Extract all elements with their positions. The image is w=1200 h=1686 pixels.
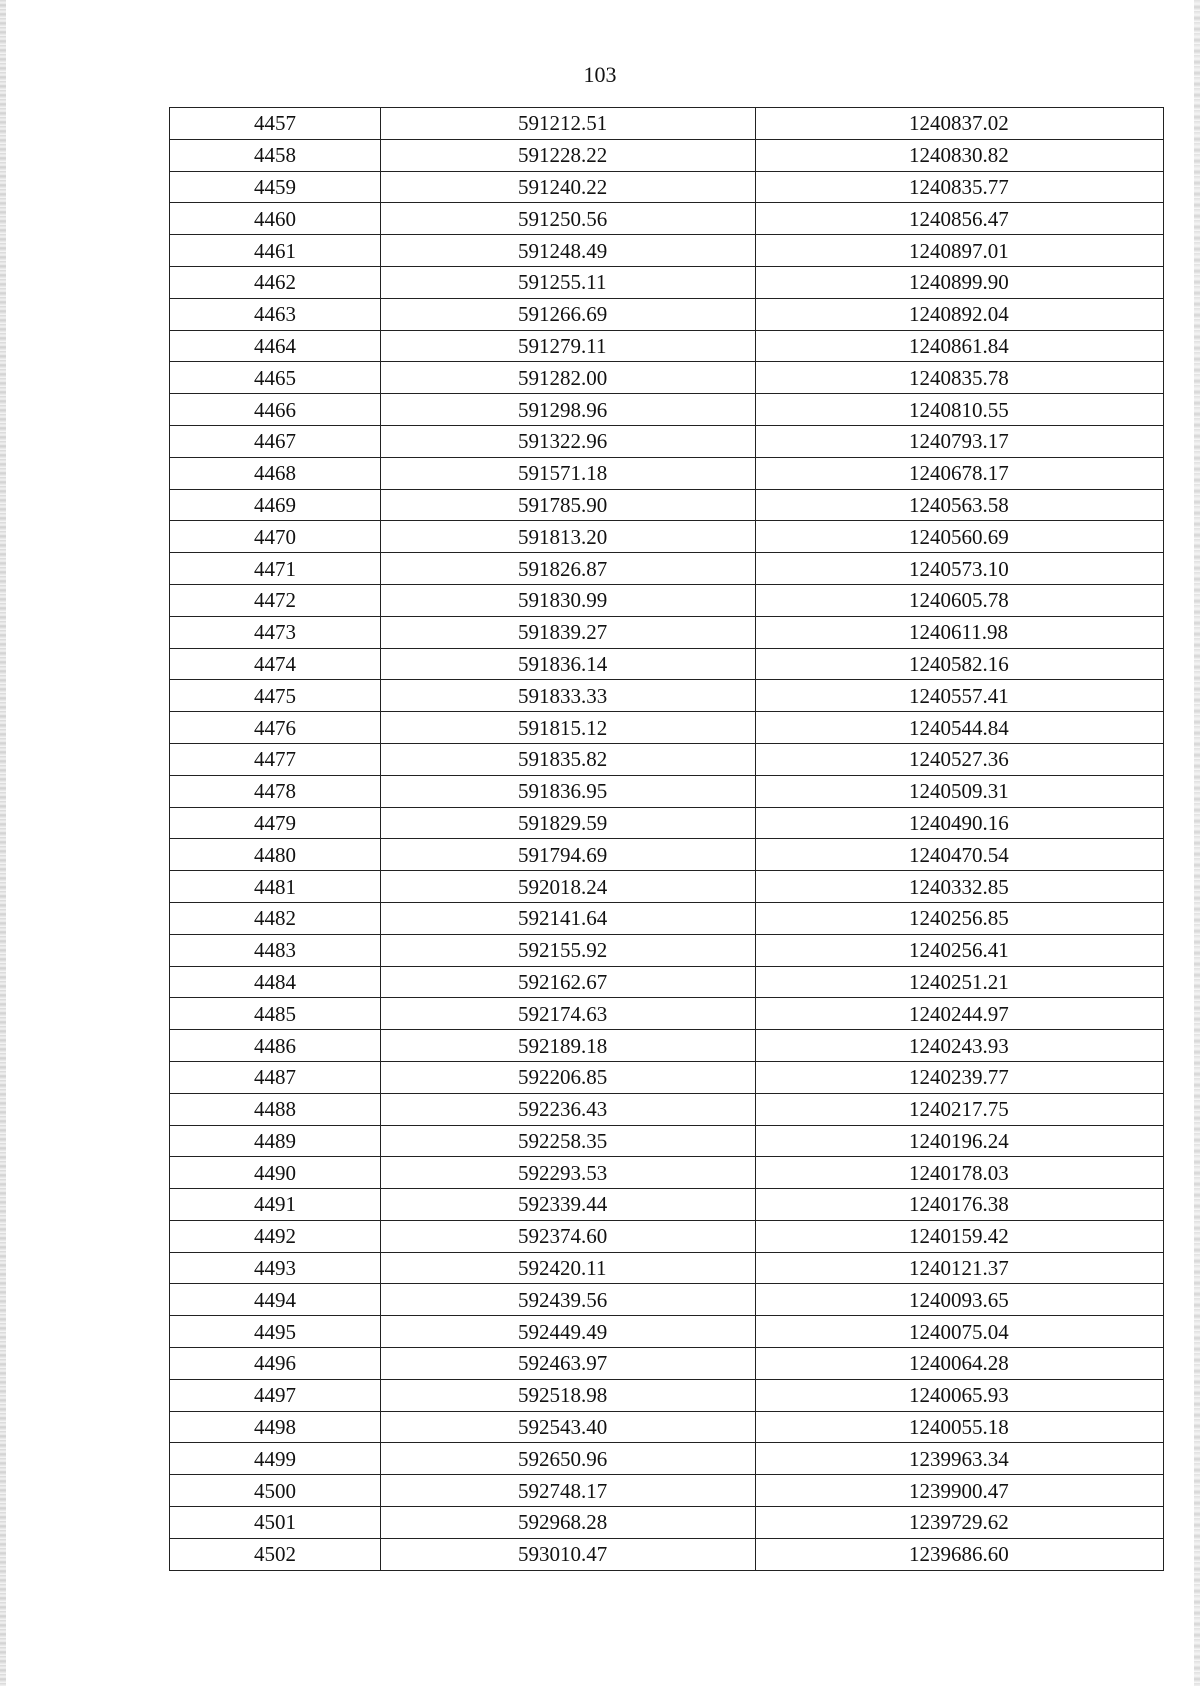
table-row [170, 1316, 1164, 1348]
point-number-cell: 4500 [170, 1475, 381, 1507]
y-coordinate-cell: 1240605.78 [756, 584, 1164, 616]
y-coordinate-cell: 1240121.37 [756, 1252, 1164, 1284]
x-coordinate-cell: 592968.28 [381, 1507, 756, 1539]
y-coordinate-cell: 1239900.47 [756, 1475, 1164, 1507]
x-coordinate-cell: 592439.56 [381, 1284, 756, 1316]
table-row [170, 743, 1164, 775]
point-number-cell: 4457 [170, 108, 381, 140]
point-number-cell: 4469 [170, 489, 381, 521]
y-coordinate-cell: 1240830.82 [756, 139, 1164, 171]
table-row [170, 1443, 1164, 1475]
table-row [170, 1348, 1164, 1380]
x-coordinate-cell: 591839.27 [381, 616, 756, 648]
x-coordinate-cell: 592174.63 [381, 998, 756, 1030]
table-row [170, 998, 1164, 1030]
y-coordinate-cell: 1240064.28 [756, 1348, 1164, 1380]
point-number-cell: 4487 [170, 1061, 381, 1093]
y-coordinate-cell: 1240256.85 [756, 902, 1164, 934]
x-coordinate-cell: 591298.96 [381, 394, 756, 426]
table-row [170, 584, 1164, 616]
point-number-cell: 4484 [170, 966, 381, 998]
point-number-cell: 4478 [170, 775, 381, 807]
point-number-cell: 4488 [170, 1093, 381, 1125]
table-row [170, 1093, 1164, 1125]
point-number-cell: 4468 [170, 457, 381, 489]
table-row [170, 1252, 1164, 1284]
y-coordinate-cell: 1240837.02 [756, 108, 1164, 140]
table-row [170, 902, 1164, 934]
x-coordinate-cell: 592420.11 [381, 1252, 756, 1284]
y-coordinate-cell: 1240075.04 [756, 1316, 1164, 1348]
y-coordinate-cell: 1240093.65 [756, 1284, 1164, 1316]
x-coordinate-cell: 592463.97 [381, 1348, 756, 1380]
x-coordinate-cell: 591279.11 [381, 330, 756, 362]
x-coordinate-cell: 592449.49 [381, 1316, 756, 1348]
point-number-cell: 4489 [170, 1125, 381, 1157]
coordinates-table [169, 107, 1164, 1571]
y-coordinate-cell: 1240899.90 [756, 266, 1164, 298]
x-coordinate-cell: 593010.47 [381, 1538, 756, 1570]
table-row [170, 298, 1164, 330]
point-number-cell: 4483 [170, 934, 381, 966]
table-row [170, 139, 1164, 171]
point-number-cell: 4462 [170, 266, 381, 298]
table-row [170, 489, 1164, 521]
point-number-cell: 4465 [170, 362, 381, 394]
y-coordinate-cell: 1239686.60 [756, 1538, 1164, 1570]
y-coordinate-cell: 1240861.84 [756, 330, 1164, 362]
x-coordinate-cell: 591785.90 [381, 489, 756, 521]
point-number-cell: 4499 [170, 1443, 381, 1475]
point-number-cell: 4477 [170, 743, 381, 775]
x-coordinate-cell: 591571.18 [381, 457, 756, 489]
point-number-cell: 4497 [170, 1379, 381, 1411]
x-coordinate-cell: 592374.60 [381, 1220, 756, 1252]
x-coordinate-cell: 592206.85 [381, 1061, 756, 1093]
table-row [170, 1030, 1164, 1062]
table-row [170, 1061, 1164, 1093]
x-coordinate-cell: 591240.22 [381, 171, 756, 203]
x-coordinate-cell: 591826.87 [381, 553, 756, 585]
table-row [170, 266, 1164, 298]
table-row [170, 712, 1164, 744]
point-number-cell: 4466 [170, 394, 381, 426]
x-coordinate-cell: 591836.14 [381, 648, 756, 680]
table-row [170, 171, 1164, 203]
table-row [170, 839, 1164, 871]
y-coordinate-cell: 1240810.55 [756, 394, 1164, 426]
x-coordinate-cell: 592236.43 [381, 1093, 756, 1125]
point-number-cell: 4493 [170, 1252, 381, 1284]
table-row [170, 616, 1164, 648]
point-number-cell: 4479 [170, 807, 381, 839]
table-row [170, 425, 1164, 457]
y-coordinate-cell: 1240065.93 [756, 1379, 1164, 1411]
point-number-cell: 4501 [170, 1507, 381, 1539]
y-coordinate-cell: 1240490.16 [756, 807, 1164, 839]
y-coordinate-cell: 1240856.47 [756, 203, 1164, 235]
y-coordinate-cell: 1240897.01 [756, 235, 1164, 267]
y-coordinate-cell: 1240835.77 [756, 171, 1164, 203]
y-coordinate-cell: 1240055.18 [756, 1411, 1164, 1443]
x-coordinate-cell: 591833.33 [381, 680, 756, 712]
x-coordinate-cell: 591829.59 [381, 807, 756, 839]
y-coordinate-cell: 1240557.41 [756, 680, 1164, 712]
point-number-cell: 4502 [170, 1538, 381, 1570]
y-coordinate-cell: 1240527.36 [756, 743, 1164, 775]
x-coordinate-cell: 591830.99 [381, 584, 756, 616]
table-row [170, 871, 1164, 903]
x-coordinate-cell: 591836.95 [381, 775, 756, 807]
point-number-cell: 4485 [170, 998, 381, 1030]
point-number-cell: 4474 [170, 648, 381, 680]
point-number-cell: 4495 [170, 1316, 381, 1348]
x-coordinate-cell: 592141.64 [381, 902, 756, 934]
table-row [170, 807, 1164, 839]
table-row [170, 362, 1164, 394]
point-number-cell: 4472 [170, 584, 381, 616]
y-coordinate-cell: 1240793.17 [756, 425, 1164, 457]
x-coordinate-cell: 592339.44 [381, 1189, 756, 1221]
y-coordinate-cell: 1240582.16 [756, 648, 1164, 680]
point-number-cell: 4459 [170, 171, 381, 203]
point-number-cell: 4475 [170, 680, 381, 712]
y-coordinate-cell: 1240835.78 [756, 362, 1164, 394]
y-coordinate-cell: 1240470.54 [756, 839, 1164, 871]
x-coordinate-cell: 591282.00 [381, 362, 756, 394]
x-coordinate-cell: 591248.49 [381, 235, 756, 267]
point-number-cell: 4491 [170, 1189, 381, 1221]
scan-edge-right [1194, 0, 1200, 1686]
x-coordinate-cell: 592518.98 [381, 1379, 756, 1411]
y-coordinate-cell: 1240176.38 [756, 1189, 1164, 1221]
table-row [170, 330, 1164, 362]
y-coordinate-cell: 1240332.85 [756, 871, 1164, 903]
x-coordinate-cell: 591835.82 [381, 743, 756, 775]
x-coordinate-cell: 591266.69 [381, 298, 756, 330]
page-number: 103 [583, 62, 617, 87]
x-coordinate-cell: 592748.17 [381, 1475, 756, 1507]
point-number-cell: 4482 [170, 902, 381, 934]
table-row [170, 1411, 1164, 1443]
table-row [170, 1284, 1164, 1316]
point-number-cell: 4490 [170, 1157, 381, 1189]
y-coordinate-cell: 1240251.21 [756, 966, 1164, 998]
table-row [170, 1475, 1164, 1507]
y-coordinate-cell: 1240196.24 [756, 1125, 1164, 1157]
y-coordinate-cell: 1240563.58 [756, 489, 1164, 521]
x-coordinate-cell: 591212.51 [381, 108, 756, 140]
point-number-cell: 4486 [170, 1030, 381, 1062]
table-row [170, 934, 1164, 966]
x-coordinate-cell: 591228.22 [381, 139, 756, 171]
y-coordinate-cell: 1240509.31 [756, 775, 1164, 807]
x-coordinate-cell: 592258.35 [381, 1125, 756, 1157]
x-coordinate-cell: 591815.12 [381, 712, 756, 744]
table-row [170, 680, 1164, 712]
table-row [170, 553, 1164, 585]
y-coordinate-cell: 1240544.84 [756, 712, 1164, 744]
x-coordinate-cell: 591250.56 [381, 203, 756, 235]
x-coordinate-cell: 592189.18 [381, 1030, 756, 1062]
y-coordinate-cell: 1240243.93 [756, 1030, 1164, 1062]
table-row [170, 775, 1164, 807]
y-coordinate-cell: 1240239.77 [756, 1061, 1164, 1093]
table-row [170, 394, 1164, 426]
point-number-cell: 4498 [170, 1411, 381, 1443]
table-row [170, 108, 1164, 140]
x-coordinate-cell: 592162.67 [381, 966, 756, 998]
point-number-cell: 4496 [170, 1348, 381, 1380]
y-coordinate-cell: 1240178.03 [756, 1157, 1164, 1189]
point-number-cell: 4492 [170, 1220, 381, 1252]
table-row [170, 1189, 1164, 1221]
point-number-cell: 4476 [170, 712, 381, 744]
table-row [170, 1538, 1164, 1570]
point-number-cell: 4494 [170, 1284, 381, 1316]
y-coordinate-cell: 1239963.34 [756, 1443, 1164, 1475]
table-row [170, 1125, 1164, 1157]
point-number-cell: 4460 [170, 203, 381, 235]
point-number-cell: 4470 [170, 521, 381, 553]
y-coordinate-cell: 1240217.75 [756, 1093, 1164, 1125]
y-coordinate-cell: 1240159.42 [756, 1220, 1164, 1252]
table-row [170, 235, 1164, 267]
y-coordinate-cell: 1240611.98 [756, 616, 1164, 648]
x-coordinate-cell: 592543.40 [381, 1411, 756, 1443]
table-row [170, 648, 1164, 680]
point-number-cell: 4463 [170, 298, 381, 330]
x-coordinate-cell: 592018.24 [381, 871, 756, 903]
table-row [170, 1507, 1164, 1539]
table-row [170, 1379, 1164, 1411]
y-coordinate-cell: 1240244.97 [756, 998, 1164, 1030]
table-row [170, 1220, 1164, 1252]
x-coordinate-cell: 591813.20 [381, 521, 756, 553]
x-coordinate-cell: 591794.69 [381, 839, 756, 871]
x-coordinate-cell: 592155.92 [381, 934, 756, 966]
y-coordinate-cell: 1240892.04 [756, 298, 1164, 330]
table-row [170, 966, 1164, 998]
x-coordinate-cell: 591322.96 [381, 425, 756, 457]
x-coordinate-cell: 592650.96 [381, 1443, 756, 1475]
point-number-cell: 4467 [170, 425, 381, 457]
x-coordinate-cell: 591255.11 [381, 266, 756, 298]
point-number-cell: 4480 [170, 839, 381, 871]
point-number-cell: 4461 [170, 235, 381, 267]
point-number-cell: 4464 [170, 330, 381, 362]
y-coordinate-cell: 1240560.69 [756, 521, 1164, 553]
point-number-cell: 4481 [170, 871, 381, 903]
y-coordinate-cell: 1239729.62 [756, 1507, 1164, 1539]
coordinates-table-body [170, 108, 1164, 1571]
point-number-cell: 4473 [170, 616, 381, 648]
y-coordinate-cell: 1240678.17 [756, 457, 1164, 489]
table-row [170, 1157, 1164, 1189]
y-coordinate-cell: 1240256.41 [756, 934, 1164, 966]
table-row [170, 521, 1164, 553]
x-coordinate-cell: 592293.53 [381, 1157, 756, 1189]
table-row [170, 203, 1164, 235]
point-number-cell: 4458 [170, 139, 381, 171]
scan-edge-left [0, 0, 6, 1686]
y-coordinate-cell: 1240573.10 [756, 553, 1164, 585]
table-row [170, 457, 1164, 489]
point-number-cell: 4471 [170, 553, 381, 585]
